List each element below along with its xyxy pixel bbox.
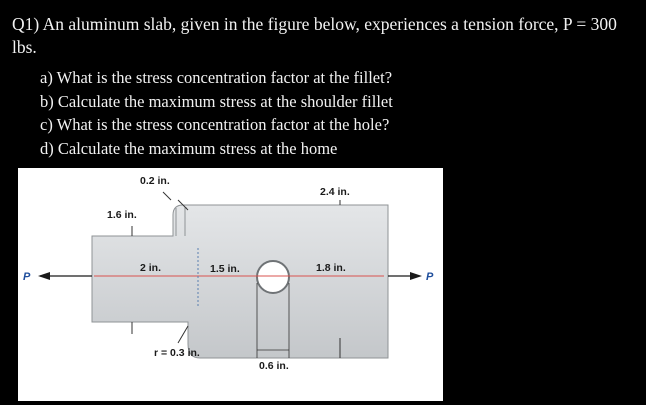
part-c [40, 113, 393, 137]
question-prompt: Q1) An aluminum slab, given in the figure below, experiences a tension force, P = 300 lbs. [12, 14, 617, 57]
fillet-radius-label: r = 0.3 in. [154, 347, 200, 359]
hole-offset-label: 1.5 in. [210, 263, 240, 275]
part-text: What is the stress concentration factor at the fillet? [56, 68, 393, 87]
fillet-radius-pointer [178, 326, 188, 343]
force-label-left: P [23, 271, 31, 283]
narrow-height-label: 1.6 in. [107, 209, 137, 221]
aluminum-slab [92, 205, 388, 358]
part-label: d) [40, 138, 54, 158]
force-arrow-left-icon [38, 272, 50, 280]
hole [257, 261, 289, 293]
narrow-length-label: 2 in. [140, 262, 162, 274]
part-text: Calculate the maximum stress at the shoulder fillet [57, 91, 393, 111]
part-d [40, 137, 393, 161]
slab-diagram [18, 168, 443, 401]
part-b [40, 90, 393, 114]
slab-figure [18, 168, 443, 401]
part-text: Calculate the maximum stress at the home [57, 138, 338, 158]
question-parts-list [40, 66, 393, 160]
part-text: What is the stress concentration factor at the hole? [56, 115, 390, 134]
force-label-right: P [426, 271, 434, 283]
part-a [40, 66, 393, 90]
force-arrow-right-icon [410, 272, 422, 280]
part-label: c) [40, 115, 53, 134]
notch-width-label: 0.2 in. [140, 175, 170, 187]
part-label: b) [40, 91, 54, 111]
net-width-label: 1.8 in. [316, 262, 346, 274]
part-label: a) [40, 68, 53, 87]
hole-diameter-label: 0.6 in. [259, 360, 289, 372]
wide-height-label: 2.4 in. [320, 186, 350, 198]
notch-pointer-left [163, 192, 171, 200]
